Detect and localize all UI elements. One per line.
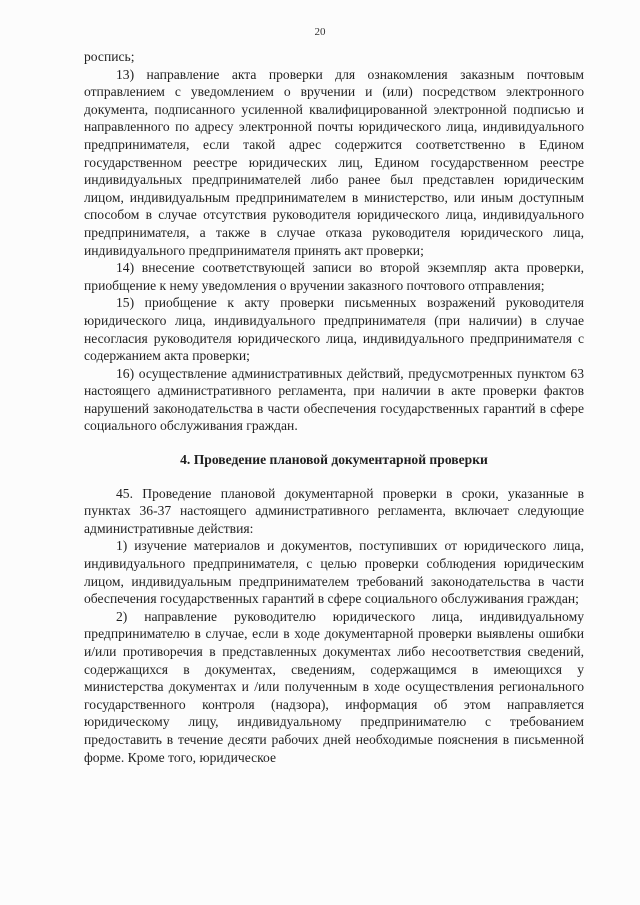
paragraph-item-15: 15) приобщение к акту проверки письменных возражений руководителя юридического лица, индивидуального предпринимателя (при наличии) в случае несогласия руководителя юридического лица, индивидуального предпринимателя с содержанием акта проверки;	[84, 295, 584, 364]
paragraph-clause-45: 45. Проведение плановой документарной проверки в сроки, указанные в пунктах 36-37 настоящего административного регламента, включает следующие административные действия:	[84, 485, 584, 536]
paragraph-subitem-2: 2) направление руководителю юридического лица, индивидуальному предпринимателю в случае, если в ходе документарной проверки выявлены ошибки и/или противоречия в представленных документах либо несоответствия сведений, содержащихся в документах, сведениям, содержащимся в имеющихся у министерства документах и /или полученным в ходе осуществления регионального государственного контроля (надзора), информация об этом направляется юридическому лицу, индивидуальному предпринимателю с требованием предоставить в течение десяти рабочих дней необходимые пояснения в письменной форме. Кроме того, юридическое	[84, 608, 584, 765]
paragraph-subitem-1: 1) изучение материалов и документов, поступивших от юридического лица, индивидуального предпринимателя, с целью проверки соблюдения юридическим лицом, индивидуальным предпринимателем требований законодательства в части обеспечения государственных гарантий в сфере социального обслуживания граждан;	[84, 538, 584, 607]
paragraph-continuation: роспись;	[84, 49, 135, 64]
page-number: 20	[314, 26, 326, 38]
document-body	[84, 48, 584, 766]
section-heading: 4. Проведение плановой документарной проверки	[180, 452, 488, 468]
paragraph-item-14: 14) внесение соответствующей записи во второй экземпляр акта проверки, приобщение к нему уведомления о вручении заказного почтового отправления;	[84, 260, 584, 293]
paragraph-item-16: 16) осуществление административных действий, предусмотренных пунктом 63 настоящего административного регламента, при наличии в акте проверки фактов нарушений законодательства в части обеспечения государственных гарантий в сфере социального обслуживания граждан.	[84, 365, 584, 434]
paragraph-item-13: 13) направление акта проверки для ознакомления заказным почтовым отправлением с уведомлением о вручении и (или) посредством электронного документа, подписанного усиленной квалифицированной электронной подписью и направленного по адресу электронной почты юридического лица, индивидуального предпринимателя, если такой адрес содержится соответственно в Едином государственном реестре юридических лиц, Едином государственном реестре индивидуальных предпринимателей либо ранее был представлен юридическим лицом, индивидуальным предпринимателем в министерство, или иным доступным способом в случае отсутствия руководителя юридического лица, индивидуального предпринимателя, а также в случае отказа руководителя юридического лица, индивидуального предпринимателя принять акт проверки;	[84, 66, 584, 258]
